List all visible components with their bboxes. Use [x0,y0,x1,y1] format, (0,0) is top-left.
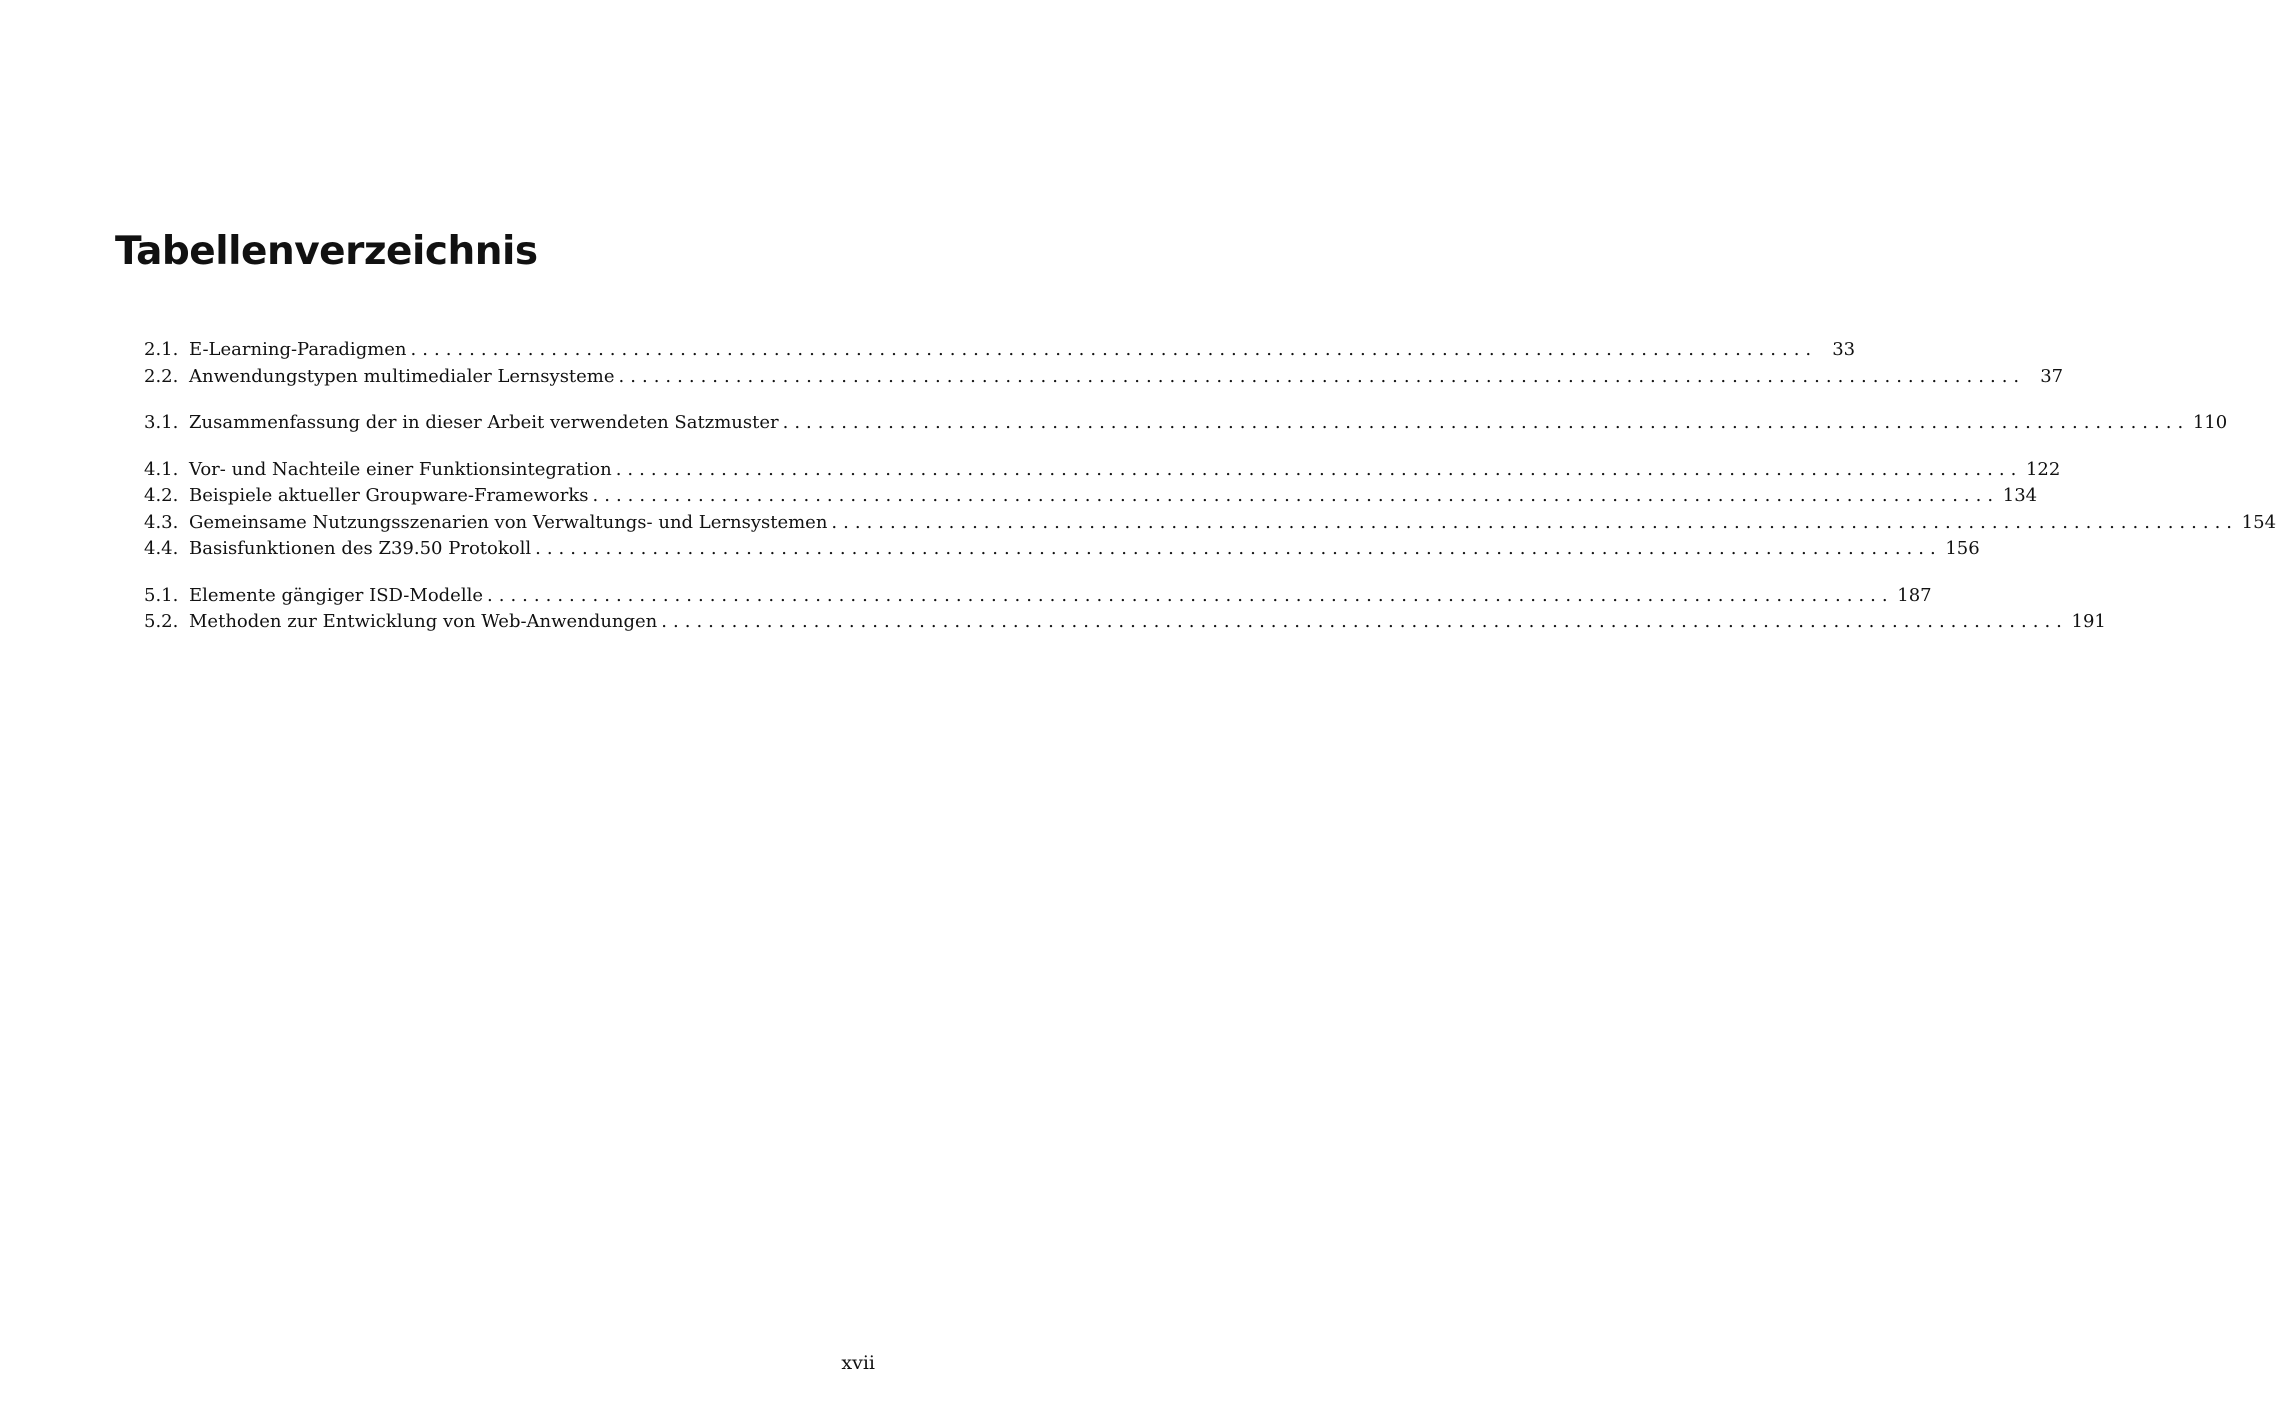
entry-page: 187 [1897,584,1932,606]
toc-entry[interactable] [144,483,2038,510]
entry-number: 5.2. [144,611,179,632]
entry-page: 191 [2071,611,2106,632]
table-list [144,337,2276,656]
entry-title: E-Learning-Paradigmen [189,339,407,360]
toc-entry[interactable] [144,583,1932,610]
entry-title: Elemente gängiger ISD-Modelle [189,584,483,606]
page-title: Tabellenverzeichnis [115,229,538,274]
chapter-2-group [144,337,2064,390]
dot-leader: ........................................................................................................................ [661,611,2068,632]
toc-entry[interactable] [144,609,2106,636]
chapter-3-group [144,410,2228,437]
chapter-5-group [144,583,2106,636]
toc-entry[interactable] [144,337,1856,364]
toc-entry[interactable] [144,410,2228,437]
entry-number: 4.4. [144,538,179,559]
page-number: xvii [841,1352,875,1374]
entry-page: 122 [2025,458,2061,480]
entry-title: Beispiele aktueller Groupware-Frameworks [189,485,589,506]
entry-number: 4.2. [144,485,179,506]
entry-title: Gemeinsame Nutzungsszenarien von Verwaltungs- und Lernsystemen [189,511,828,533]
dot-leader: ........................................................................................................................ [535,538,1942,559]
entry-title: Zusammenfassung der in dieser Arbeit verwendeten Satzmuster [189,412,779,433]
chapter-4-group [144,457,2276,563]
entry-number: 4.3. [144,511,179,533]
entry-number: 2.2. [144,365,179,387]
dot-leader: ........................................................................................................................ [831,511,2239,533]
entry-title: Basisfunktionen des Z39.50 Protokoll [189,538,532,559]
toc-entry[interactable] [144,364,2064,391]
entry-page: 33 [1832,339,1856,360]
dot-leader: ........................................................................................................................ [592,485,2000,506]
entry-page: 134 [2002,485,2038,506]
entry-page: 110 [2192,412,2228,433]
toc-entry[interactable] [144,457,2061,484]
dot-leader: ........................................................................................................................ [487,584,1894,606]
entry-page: 154 [2241,511,2276,533]
dot-leader: ........................................................................................................................ [615,458,2023,480]
entry-title: Methoden zur Entwicklung von Web-Anwendungen [189,611,658,632]
toc-entry[interactable] [144,536,1980,563]
toc-entry[interactable] [144,510,2276,537]
dot-leader: ........................................................................................................................ [618,365,2026,387]
entry-title: Anwendungstypen multimedialer Lernsysteme [189,365,615,387]
entry-number: 4.1. [144,458,179,480]
dot-leader: ........................................................................................................................ [410,339,1818,360]
entry-title: Vor- und Nachteile einer Funktionsintegration [189,458,612,480]
entry-number: 3.1. [144,412,179,433]
dot-leader: ........................................................................................................................ [782,412,2190,433]
entry-number: 2.1. [144,339,179,360]
entry-number: 5.1. [144,584,179,606]
entry-page: 37 [2040,365,2064,387]
entry-page: 156 [1945,538,1980,559]
